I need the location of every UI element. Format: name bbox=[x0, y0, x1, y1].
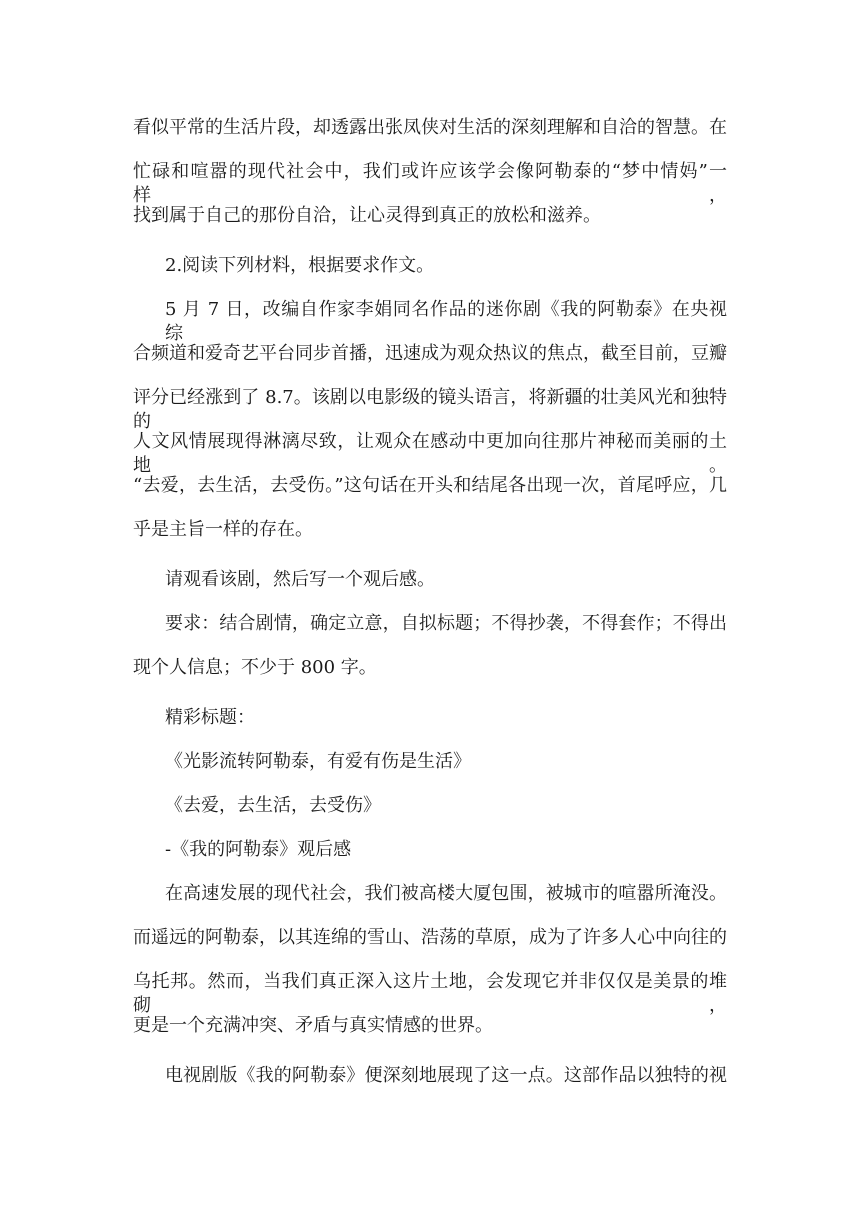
question-heading: 2.阅读下列材料，根据要求作文。 bbox=[165, 255, 435, 276]
text-line: 忙碌和喧嚣的现代社会中，我们或许应该学会像阿勒泰的“梦中情妈”一样， bbox=[133, 161, 727, 206]
text-line: “去爱，去生活，去受伤。”这句话在开头和结尾各出现一次，首尾呼应，几 bbox=[133, 475, 727, 496]
text-line: 看似平常的生活片段，却透露出张凤侠对生活的深刻理解和自洽的智慧。在 bbox=[133, 117, 727, 138]
text-line: 请观看该剧，然后写一个观后感。 bbox=[165, 569, 435, 590]
text-line: 找到属于自己的那份自洽，让心灵得到真正的放松和滋养。 bbox=[133, 205, 601, 226]
text-line: 而遥远的阿勒泰，以其连绵的雪山、浩荡的草原，成为了许多人心中向往的 bbox=[133, 927, 727, 948]
text-line: 评分已经涨到了 8.7。该剧以电影级的镜头语言，将新疆的壮美风光和独特的 bbox=[133, 387, 727, 432]
text-line: 乎是主旨一样的存在。 bbox=[133, 519, 313, 540]
text-line: 乌托邦。然而，当我们真正深入这片土地，会发现它并非仅仅是美景的堆砌， bbox=[133, 971, 727, 1016]
text-line: 合频道和爱奇艺平台同步首播，迅速成为观众热议的焦点，截至目前，豆瓣 bbox=[133, 343, 727, 364]
text-line: 人文风情展现得淋漓尽致，让观众在感动中更加向往那片神秘而美丽的土地。 bbox=[133, 431, 727, 476]
text-line: 电视剧版《我的阿勒泰》便深刻地展现了这一点。这部作品以独特的视 bbox=[165, 1065, 727, 1086]
text-line: 在高速发展的现代社会，我们被高楼大厦包围，被城市的喧嚣所淹没。 bbox=[165, 883, 727, 904]
requirements-line: 现个人信息；不少于 800 字。 bbox=[133, 657, 377, 678]
sample-subtitle: -《我的阿勒泰》观后感 bbox=[165, 839, 352, 860]
requirements-line: 要求：结合剧情，确定立意，自拟标题；不得抄袭，不得套作；不得出 bbox=[165, 613, 727, 634]
text-line: 5 月 7 日，改编自作家李娟同名作品的迷你剧《我的阿勒泰》在央视综 bbox=[165, 299, 727, 344]
sample-title: 《去爱，去生活，去受伤》 bbox=[165, 795, 381, 816]
section-label: 精彩标题： bbox=[165, 707, 255, 728]
sample-title: 《光影流转阿勒泰，有爱有伤是生活》 bbox=[165, 751, 471, 772]
text-line: 更是一个充满冲突、矛盾与真实情感的世界。 bbox=[133, 1015, 493, 1036]
